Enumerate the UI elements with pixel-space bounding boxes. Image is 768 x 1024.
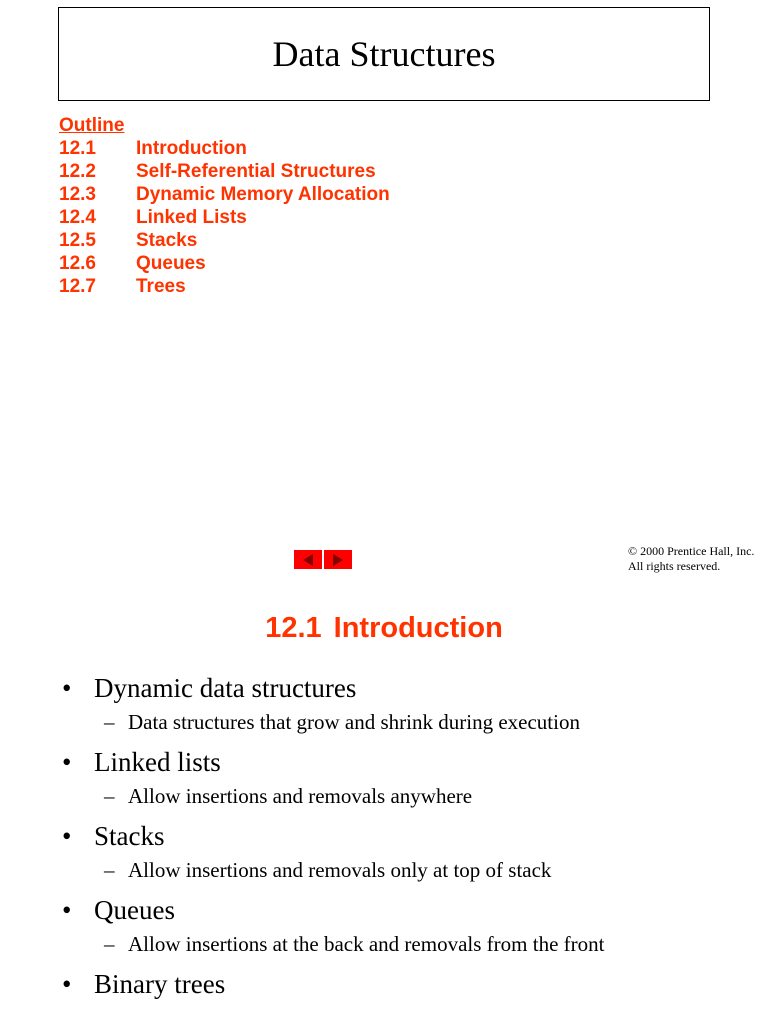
triangle-right-icon	[333, 554, 343, 566]
outline-label: Dynamic Memory Allocation	[136, 184, 390, 205]
page-title: Data Structures	[272, 34, 496, 74]
prev-slide-button[interactable]	[294, 550, 322, 569]
dash-icon: –	[104, 932, 115, 956]
outline-item[interactable]	[59, 252, 390, 275]
outline-item[interactable]	[59, 183, 390, 206]
outline	[59, 114, 390, 298]
outline-number: 12.3	[59, 184, 96, 205]
next-slide-button[interactable]	[324, 550, 352, 569]
bullet-text: Dynamic data structures	[94, 673, 357, 703]
outline-number: 12.6	[59, 253, 96, 274]
bullet-icon: •	[62, 969, 72, 999]
outline-label: Introduction	[136, 138, 247, 159]
bullet-list	[62, 671, 604, 1001]
dash-icon: –	[104, 784, 115, 808]
bullet-item	[62, 819, 604, 853]
bullet-icon: •	[62, 747, 72, 777]
title-box	[58, 7, 710, 101]
outline-heading[interactable]: Outline	[59, 115, 125, 136]
bullet-text: Stacks	[94, 821, 165, 851]
outline-item[interactable]	[59, 137, 390, 160]
copyright	[628, 544, 754, 574]
dash-icon: –	[104, 858, 115, 882]
outline-label: Linked Lists	[136, 207, 247, 228]
outline-label: Queues	[136, 253, 206, 274]
sub-bullet-item	[104, 857, 604, 883]
sub-bullet-text: Allow insertions and removals only at top of stack	[128, 858, 552, 882]
outline-label: Stacks	[136, 230, 198, 251]
bullet-item	[62, 893, 604, 927]
section-number: 12.1	[265, 612, 322, 644]
bullet-text: Queues	[94, 895, 175, 925]
bullet-icon: •	[62, 895, 72, 925]
bullet-item	[62, 967, 604, 1001]
sub-bullet-text: Allow insertions at the back and removals from the front	[128, 932, 605, 956]
sub-bullet-item	[104, 931, 604, 957]
outline-number: 12.5	[59, 230, 96, 251]
outline-label: Self-Referential Structures	[136, 161, 376, 182]
section-title-text: Introduction	[333, 612, 503, 644]
sub-bullet-text: Data structures that grow and shrink during execution	[128, 710, 580, 734]
bullet-text: Linked lists	[94, 747, 221, 777]
copyright-line-1	[628, 544, 754, 559]
copyright-line-2: All rights reserved.	[628, 559, 721, 573]
outline-label: Trees	[136, 276, 186, 297]
outline-number: 12.7	[59, 276, 96, 297]
outline-item[interactable]	[59, 206, 390, 229]
outline-number: 12.4	[59, 207, 96, 228]
triangle-left-icon	[303, 554, 313, 566]
dash-icon: –	[104, 710, 115, 734]
bullet-icon: •	[62, 673, 72, 703]
sub-bullet-item	[104, 709, 604, 735]
outline-item[interactable]	[59, 275, 390, 298]
bullet-text: Binary trees	[94, 969, 226, 999]
sub-bullet-text: Allow insertions and removals anywhere	[128, 784, 473, 808]
slide-nav	[294, 550, 352, 569]
section-title	[0, 612, 768, 645]
outline-number: 12.2	[59, 161, 96, 182]
slide-2	[0, 585, 768, 1024]
bullet-item	[62, 745, 604, 779]
sub-bullet-item	[104, 783, 604, 809]
outline-number: 12.1	[59, 138, 96, 159]
copyright-symbol: ©	[628, 544, 638, 558]
bullet-icon: •	[62, 821, 72, 851]
bullet-item	[62, 671, 604, 705]
outline-item[interactable]	[59, 160, 390, 183]
copyright-text: 2000 Prentice Hall, Inc.	[640, 544, 755, 558]
outline-item[interactable]	[59, 229, 390, 252]
